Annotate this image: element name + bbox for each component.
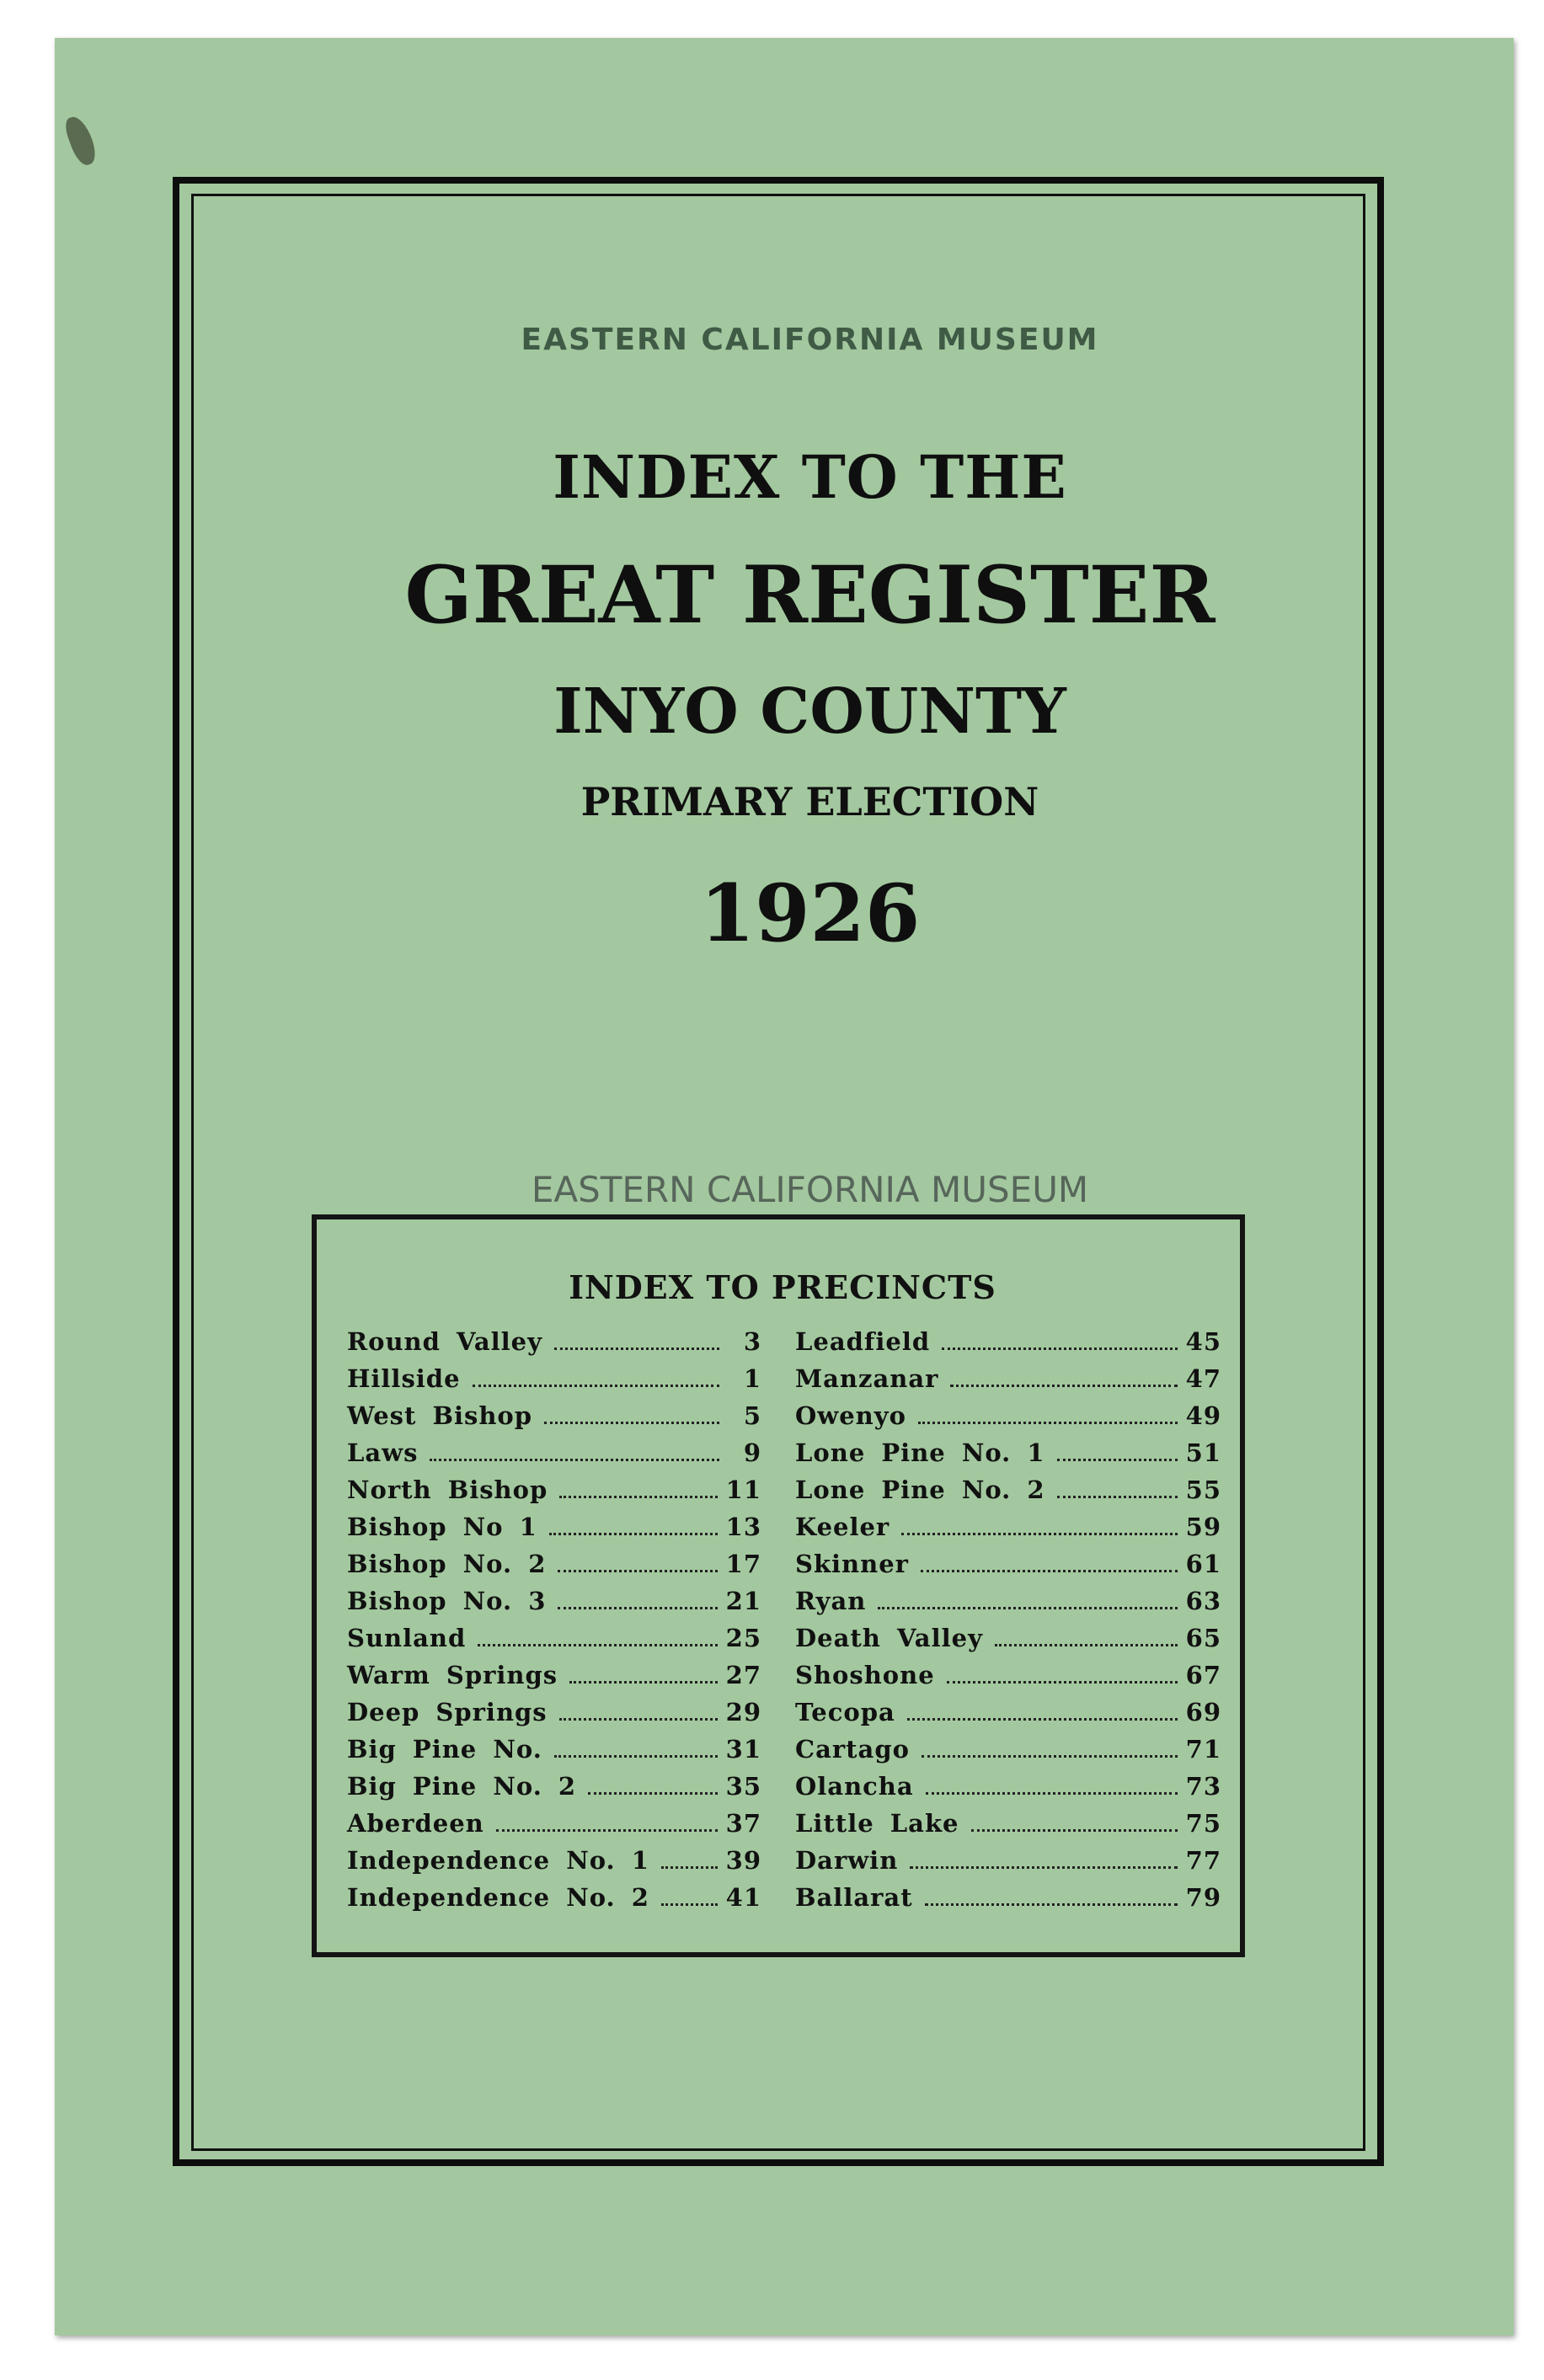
precinct-name: Deep Springs	[347, 1698, 548, 1726]
precinct-entry	[795, 1513, 1221, 1550]
title-year: 1926	[699, 867, 921, 960]
precinct-entry	[347, 1735, 761, 1772]
museum-watermark: EASTERN CALIFORNIA MUSEUM	[531, 1169, 1089, 1210]
precinct-name: Skinner	[795, 1550, 909, 1578]
dot-leader	[950, 1384, 1177, 1387]
precinct-page-number: 51	[1185, 1438, 1221, 1467]
precinct-page-number: 47	[1185, 1364, 1221, 1393]
dot-leader	[559, 1495, 717, 1498]
dot-leader	[588, 1791, 718, 1795]
precinct-page-number: 61	[1185, 1550, 1221, 1578]
precinct-entry	[795, 1550, 1221, 1587]
dot-leader	[907, 1717, 1178, 1721]
precinct-name: Shoshone	[795, 1661, 935, 1689]
binding-string	[62, 113, 100, 168]
precinct-entry	[795, 1364, 1221, 1401]
precinct-page-number: 73	[1185, 1772, 1221, 1801]
precinct-name: Bishop No. 3	[347, 1587, 547, 1615]
precinct-entry	[795, 1735, 1221, 1772]
dot-leader	[925, 1902, 1178, 1906]
precinct-entry	[347, 1846, 761, 1883]
precinct-index-box	[312, 1214, 1245, 1957]
precinct-name: Cartago	[795, 1735, 910, 1764]
precinct-entry	[795, 1698, 1221, 1735]
precinct-entry	[347, 1364, 761, 1401]
dot-leader	[558, 1569, 717, 1572]
precinct-entry	[347, 1809, 761, 1846]
precinct-entry	[795, 1661, 1221, 1698]
title-line-2: GREAT REGISTER	[404, 549, 1215, 642]
precinct-name: Bishop No 1	[347, 1513, 537, 1541]
precinct-entry	[347, 1883, 761, 1920]
precinct-page-number: 27	[725, 1661, 761, 1689]
precinct-entry	[795, 1883, 1221, 1920]
precinct-name: Aberdeen	[347, 1809, 484, 1838]
precinct-name: Lone Pine No. 1	[795, 1438, 1045, 1467]
precinct-name: Lone Pine No. 2	[795, 1475, 1045, 1504]
precinct-page-number: 49	[1185, 1401, 1221, 1430]
title-line-4: PRIMARY ELECTION	[580, 779, 1039, 824]
precinct-page-number: 17	[725, 1550, 761, 1578]
dot-leader	[995, 1643, 1178, 1646]
dot-leader	[901, 1532, 1177, 1535]
precinct-page-number: 67	[1185, 1661, 1221, 1689]
precinct-entry	[795, 1809, 1221, 1846]
dot-leader	[661, 1902, 718, 1906]
precinct-page-number: 41	[725, 1883, 761, 1912]
dot-leader	[554, 1347, 719, 1350]
dot-leader	[922, 1754, 1178, 1758]
precinct-page-number: 21	[725, 1587, 761, 1615]
precinct-entry	[795, 1587, 1221, 1624]
precinct-page-number: 13	[725, 1513, 761, 1541]
precinct-page-number: 37	[725, 1809, 761, 1838]
dot-leader	[473, 1384, 719, 1387]
precinct-name: Leadfield	[795, 1327, 931, 1356]
precinct-page-number: 77	[1185, 1846, 1221, 1875]
dot-leader	[430, 1458, 719, 1461]
precinct-entry	[347, 1550, 761, 1587]
precinct-page-number: 9	[743, 1438, 761, 1467]
precinct-name: Death Valley	[795, 1624, 983, 1652]
precinct-name: Hillside	[347, 1364, 461, 1393]
precinct-entry	[347, 1475, 761, 1513]
precinct-name: Big Pine No.	[347, 1735, 542, 1764]
precinct-page-number: 25	[725, 1624, 761, 1652]
dot-leader	[918, 1421, 1178, 1424]
precinct-name: Darwin	[795, 1846, 899, 1875]
precinct-page-number: 45	[1185, 1327, 1221, 1356]
dot-leader	[554, 1754, 718, 1758]
precinct-name: Owenyo	[795, 1401, 906, 1430]
precinct-entry	[795, 1438, 1221, 1475]
precinct-page-number: 5	[743, 1401, 761, 1430]
precinct-page-number: 71	[1185, 1735, 1221, 1764]
precinct-name: Big Pine No. 2	[347, 1772, 577, 1801]
precinct-name: Little Lake	[795, 1809, 959, 1838]
title-line-1: INDEX TO THE	[553, 442, 1067, 512]
precinct-entry	[347, 1698, 761, 1735]
dot-leader	[971, 1828, 1178, 1832]
precinct-entry	[347, 1401, 761, 1438]
dot-leader	[661, 1865, 718, 1869]
precinct-page-number: 55	[1185, 1475, 1221, 1504]
precinct-page-number: 75	[1185, 1809, 1221, 1838]
precinct-entry	[347, 1624, 761, 1661]
precinct-page-number: 31	[725, 1735, 761, 1764]
dot-leader	[558, 1606, 717, 1609]
dot-leader	[1057, 1458, 1178, 1461]
title-line-3: INYO COUNTY	[553, 675, 1066, 748]
precinct-entry	[795, 1772, 1221, 1809]
dot-leader	[559, 1717, 718, 1721]
precinct-name: Round Valley	[347, 1327, 542, 1356]
precinct-entry	[795, 1327, 1221, 1364]
precinct-page-number: 29	[725, 1698, 761, 1726]
precinct-name: Independence No. 1	[347, 1846, 649, 1875]
precinct-name: West Bishop	[347, 1401, 533, 1430]
dot-leader	[926, 1791, 1178, 1795]
precinct-entry	[795, 1475, 1221, 1513]
precinct-entry	[347, 1772, 761, 1809]
dot-leader	[496, 1828, 718, 1832]
precinct-page-number: 3	[743, 1327, 761, 1356]
precinct-name: Bishop No. 2	[347, 1550, 547, 1578]
precinct-page-number: 65	[1185, 1624, 1221, 1652]
precinct-column-right	[795, 1327, 1221, 1920]
dot-leader	[878, 1606, 1177, 1609]
dot-leader	[947, 1680, 1178, 1684]
precinct-name: Ryan	[795, 1587, 867, 1615]
precinct-page-number: 1	[743, 1364, 761, 1393]
dot-leader	[478, 1643, 717, 1646]
precinct-entry	[347, 1438, 761, 1475]
precinct-entry	[347, 1327, 761, 1364]
dot-leader	[921, 1569, 1178, 1572]
precinct-name: Ballarat	[795, 1883, 913, 1912]
precinct-entry	[795, 1624, 1221, 1661]
dot-leader	[910, 1865, 1177, 1869]
dot-leader	[544, 1421, 719, 1424]
precinct-name: Sunland	[347, 1624, 467, 1652]
precinct-page-number: 11	[725, 1475, 761, 1504]
precinct-column-left	[347, 1327, 761, 1920]
precinct-name: Keeler	[795, 1513, 890, 1541]
precinct-index-heading: INDEX TO PRECINCTS	[569, 1268, 996, 1306]
dot-leader	[1057, 1495, 1178, 1498]
dot-leader	[549, 1532, 718, 1535]
precinct-entry	[795, 1401, 1221, 1438]
precinct-entry	[347, 1513, 761, 1550]
precinct-name: Laws	[347, 1438, 419, 1467]
dot-leader	[942, 1347, 1177, 1350]
precinct-page-number: 59	[1185, 1513, 1221, 1541]
precinct-name: North Bishop	[347, 1475, 548, 1504]
precinct-name: Manzanar	[795, 1364, 939, 1393]
museum-stamp: EASTERN CALIFORNIA MUSEUM	[521, 323, 1099, 357]
precinct-name: Warm Springs	[347, 1661, 558, 1689]
precinct-page-number: 63	[1185, 1587, 1221, 1615]
precinct-name: Independence No. 2	[347, 1883, 649, 1912]
precinct-page-number: 39	[725, 1846, 761, 1875]
precinct-name: Tecopa	[795, 1698, 895, 1726]
precinct-page-number: 69	[1185, 1698, 1221, 1726]
precinct-entry	[347, 1587, 761, 1624]
precinct-page-number: 79	[1185, 1883, 1221, 1912]
dot-leader	[569, 1680, 718, 1684]
precinct-entry	[347, 1661, 761, 1698]
precinct-name: Olancha	[795, 1772, 914, 1801]
precinct-entry	[795, 1846, 1221, 1883]
precinct-page-number: 35	[725, 1772, 761, 1801]
